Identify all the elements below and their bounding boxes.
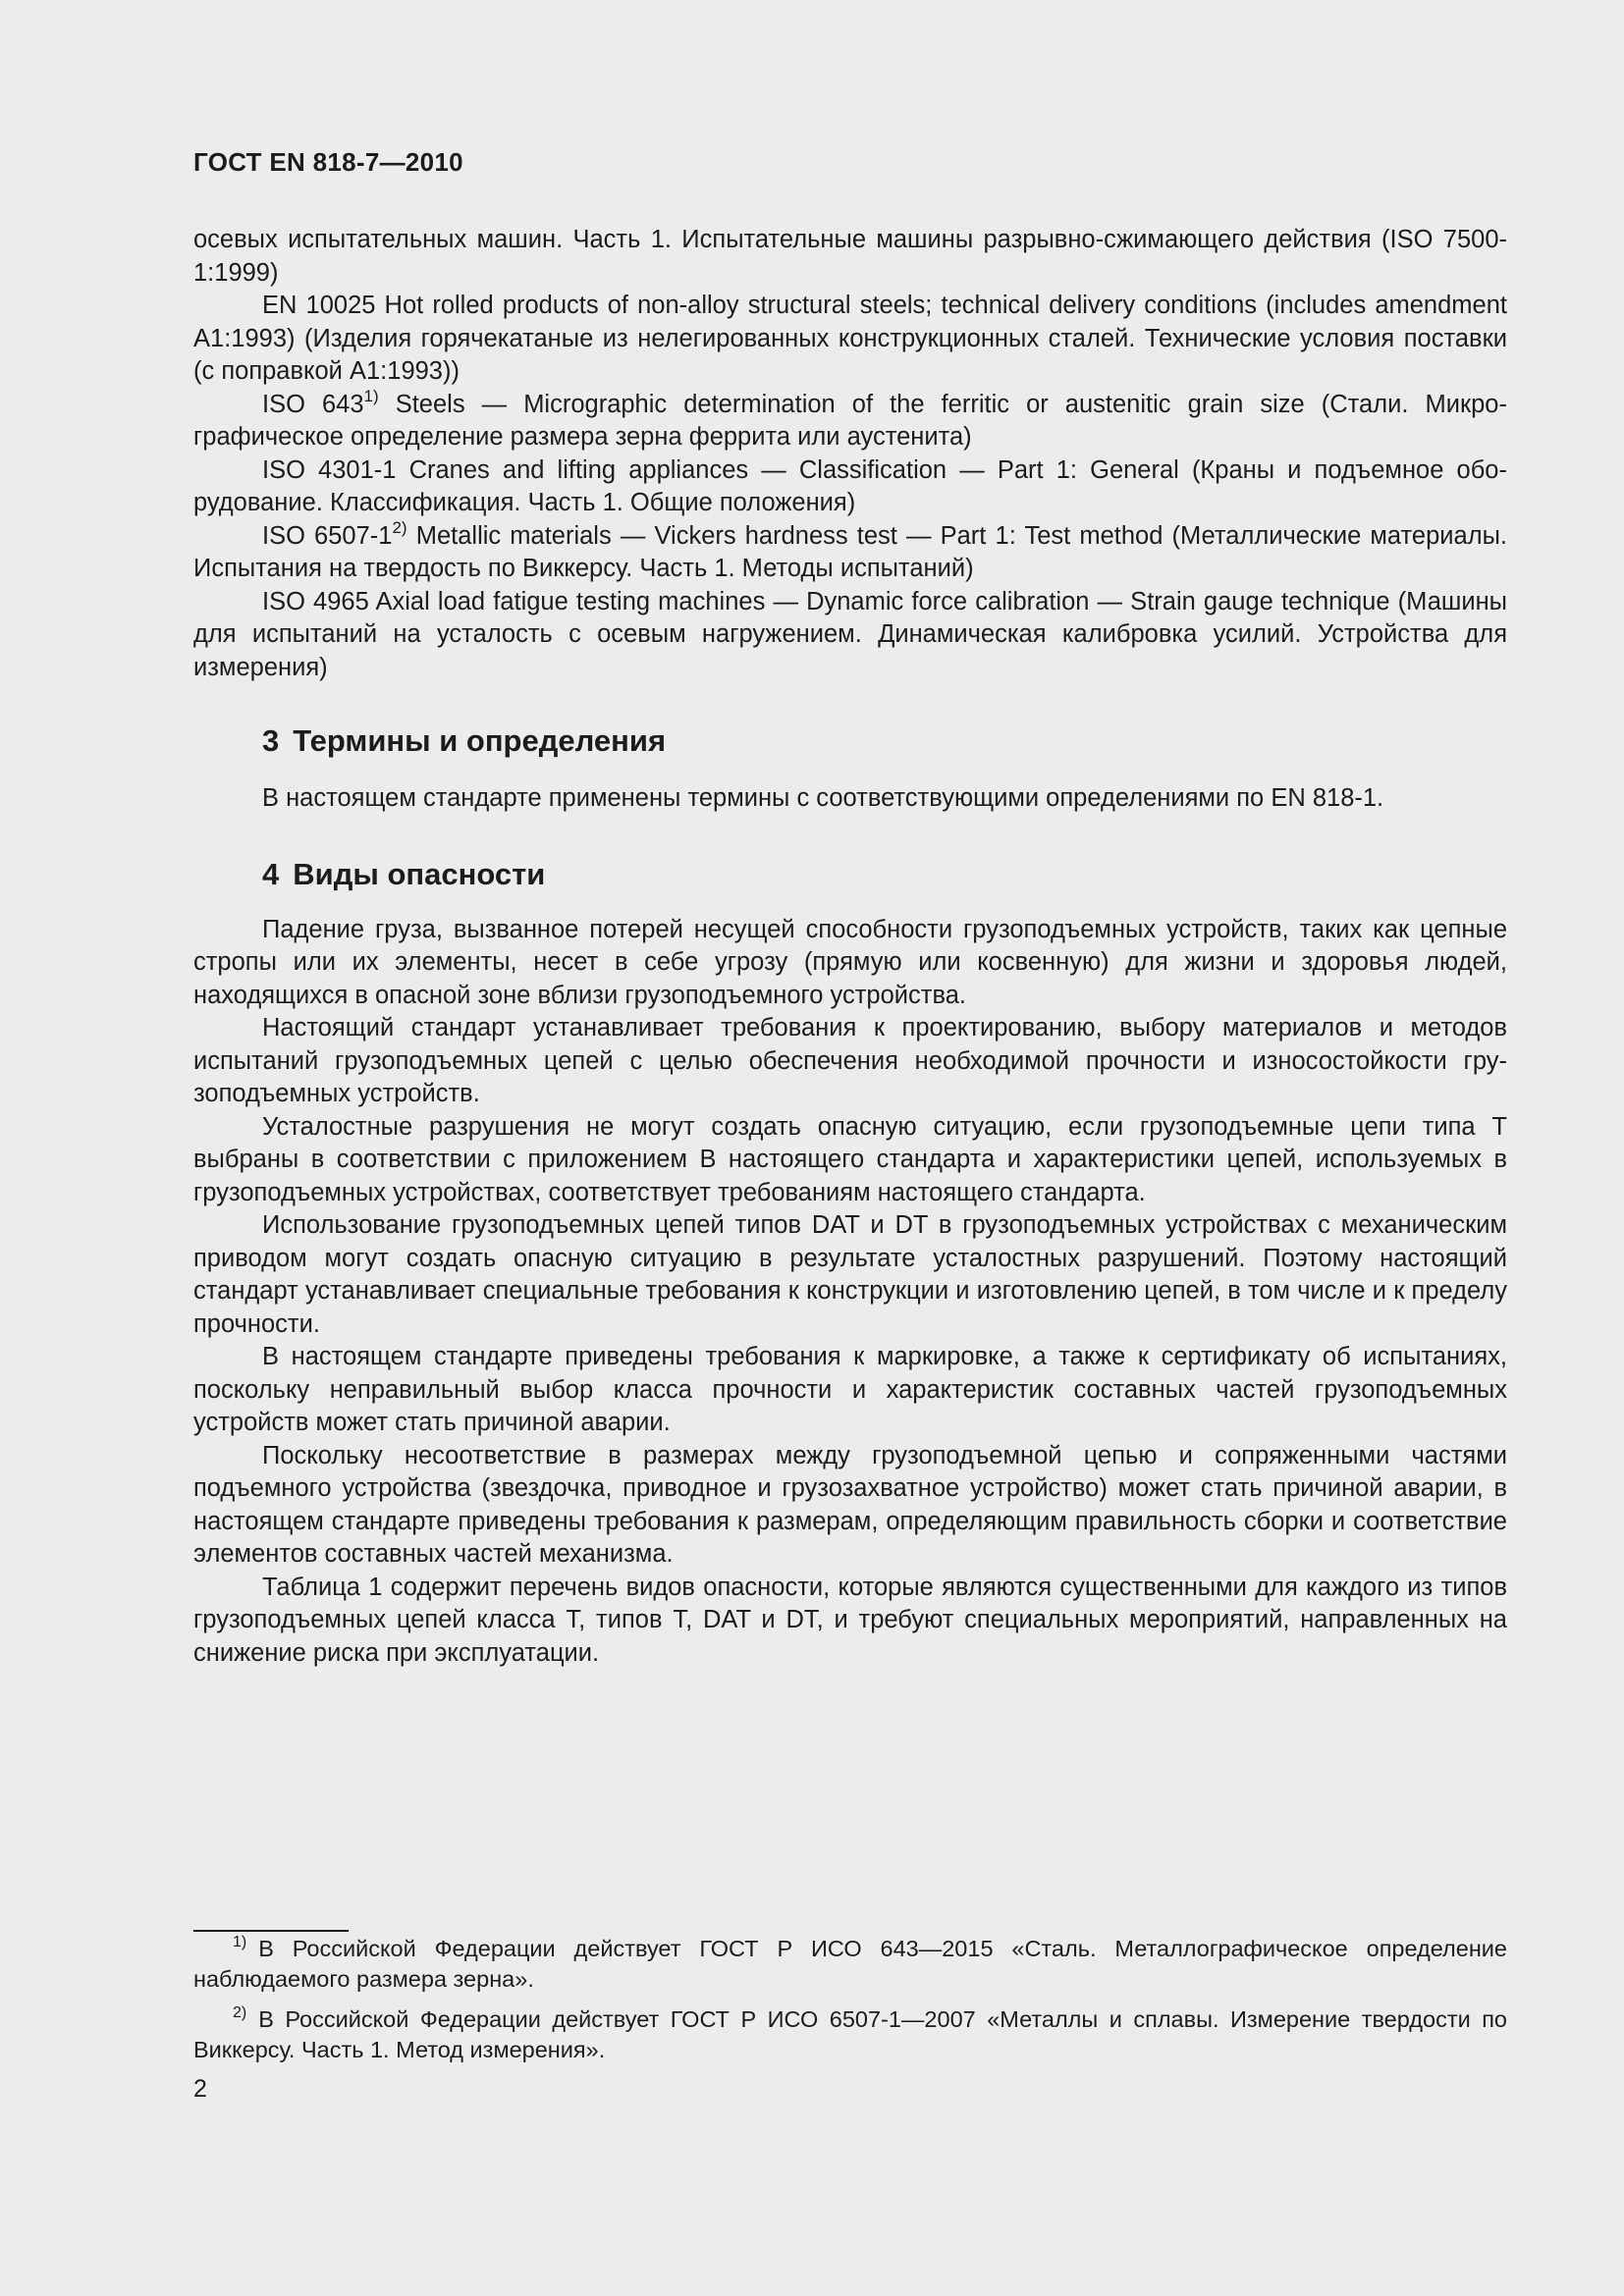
section-4-paragraph: В настоящем стандарте приведены требования к маркировке, а также к сертификату об испытаниях, поскольку неправильный выбор класса прочности и характеристик составных частей грузоподъемных устройств может стать причиной аварии. bbox=[193, 1343, 1507, 1436]
page-number: 2 bbox=[193, 2075, 207, 2103]
reference-iso-4965: ISO 4965 Axial load fatigue testing machines — Dynamic force calibration — Strain gauge technique (Машины для испытаний на усталость с осевым нагружением. Динамическая калибровка усилий. Устройства для измерения) bbox=[193, 587, 1507, 681]
section-number: 3 bbox=[262, 723, 280, 758]
section-3-paragraph: В настоящем стандарте применены термины с соответствующими определениями по EN 818-1. bbox=[262, 784, 1384, 812]
footnote-1 bbox=[193, 1934, 1507, 1995]
section-4-heading bbox=[193, 855, 1507, 894]
section-4-paragraph: Использование грузоподъемных цепей типов DAT и DT в грузоподъемных устройствах с механическим приводом могут создать опасную ситуацию в результате усталостных разрушений. Поэтому настоящий стандарт устанавливает специальные требования к конструкции и изготовлению цепей, в том числе и к пределу прочности. bbox=[193, 1211, 1507, 1338]
footnote-mark: 1) bbox=[233, 1934, 247, 1950]
section-4-paragraph: Поскольку несоответствие в размерах между грузоподъемной цепью и сопряженными частями подъемного устройства (звездочка, приводное и грузозахватное устройство) может стать причиной аварии, в настоящем стандарте приведены требования к размерам, определяющим правильность сборки и соответствие элементов составных частей механизма. bbox=[193, 1441, 1507, 1568]
section-4-paragraph: Настоящий стандарт устанавливает требования к проектированию, выбору материалов и методов испытаний грузоподъемных цепей с целью обеспечения необходимой прочности и износостойкости грузоподъемных устройств. bbox=[193, 1014, 1507, 1107]
reference-title: Steels — Micrographic determination of the ferritic or austenitic grain size (Стали. Микрографическое определение размера зерна феррита или аустенита) bbox=[193, 390, 1507, 451]
footnote-ref: 2) bbox=[392, 517, 407, 537]
document-header: ГОСТ EN 818-7—2010 bbox=[193, 147, 463, 177]
reference-code: ISO 643 bbox=[262, 390, 364, 418]
section-title: Виды опасности bbox=[293, 856, 546, 891]
footnote-ref: 1) bbox=[363, 386, 379, 405]
reference-title: Metallic materials — Vickers hardness test — Part 1: Test method (Металлические материалы. Испытания на твердость по Виккерсу. Часть 1. Методы испытаний) bbox=[193, 521, 1508, 582]
footnote-text: В Российской Федерации действует ГОСТ Р ИСО 6507-1—2007 «Металлы и сплавы. Измерение твердости по Виккерсу. Часть 1. Метод измерения». bbox=[193, 2006, 1507, 2062]
section-4-paragraph: Таблица 1 содержит перечень видов опасности, которые являются существенными для каждого из типов грузоподъемных цепей класса T, типов T, DAT и DT, и требуют специальных мероприятий, направленных на снижение риска при эксплуатации. bbox=[193, 1573, 1507, 1667]
reference-continuation: осевых испытательных машин. Часть 1. Испытательные машины разрывно-сжимающего действия (ISO 7500-1:1999) bbox=[193, 226, 1507, 287]
section-number: 4 bbox=[262, 856, 280, 891]
reference-iso-6507-1 bbox=[193, 517, 1508, 586]
reference-en-10025: EN 10025 Hot rolled products of non-alloy structural steels; technical delivery conditions (includes amendment A1:1993) (Изделия горячекатаные из нелегированных конструкционных сталей. Технические условия поставки (с поправкой A1:1993)) bbox=[193, 292, 1507, 385]
section-3-heading bbox=[193, 721, 1507, 761]
footnotes bbox=[193, 1934, 1507, 2075]
footnote-text: В Российской Федерации действует ГОСТ Р ИСО 643—2015 «Сталь. Металлографическое определение наблюдаемого размера зерна». bbox=[193, 1936, 1507, 1992]
reference-iso-643 bbox=[193, 386, 1507, 454]
reference-code: ISO 6507-1 bbox=[262, 521, 393, 550]
document-body bbox=[193, 224, 1507, 1670]
footnote-divider bbox=[193, 1930, 349, 1932]
section-4-paragraph: Усталостные разрушения не могут создать опасную ситуацию, если грузоподъемные цепи типа T выбраны в соответствии с приложением B настоящего стандарта и характеристики цепей, используемых в грузоподъемных устройствах, соответствует требованиям настоящего стандарта. bbox=[193, 1112, 1507, 1206]
footnote-2 bbox=[193, 2004, 1507, 2065]
section-title: Термины и определения bbox=[293, 723, 667, 758]
footnote-mark: 2) bbox=[233, 2004, 247, 2021]
reference-iso-4301-1: ISO 4301-1 Cranes and lifting appliances — Classification — Part 1: General (Краны и подъемное оборудование. Классификация. Часть 1. Общие положения) bbox=[193, 455, 1507, 516]
section-4-paragraph: Падение груза, вызванное потерей несущей способности грузоподъемных устройств, таких как цепные стропы или их элементы, несет в себе угрозу (прямую или косвенную) для жизни и здоровья людей, находящихся в опасной зоне вблизи грузоподъемного устройства. bbox=[193, 915, 1507, 1009]
document-page bbox=[193, 0, 1507, 2296]
